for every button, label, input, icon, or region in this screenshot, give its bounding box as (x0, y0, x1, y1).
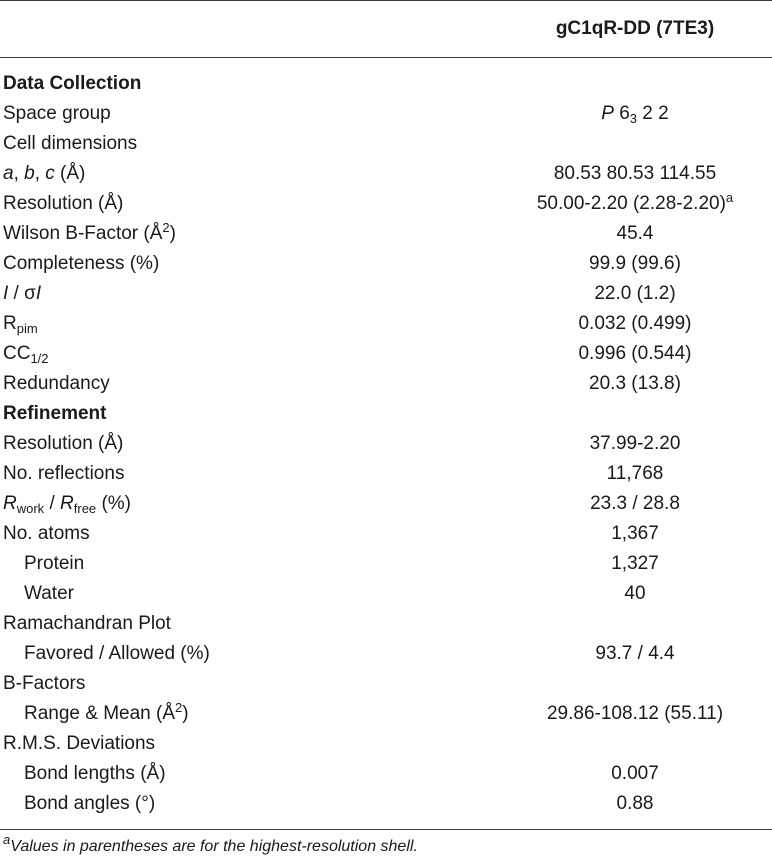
row-abc (0, 159, 772, 189)
row-cc-half (0, 339, 772, 369)
row-bond-lengths (0, 759, 772, 789)
row-label: B-Factors (3, 673, 86, 694)
row-label: No. reflections (3, 463, 125, 484)
row-label: R.M.S. Deviations (3, 733, 156, 754)
section-refinement (0, 399, 772, 429)
row-value: 11,768 (606, 463, 664, 484)
row-ref-resolution (0, 429, 772, 459)
row-bond-angles (0, 789, 772, 819)
row-label: $CC_{1/2}$ (3, 343, 49, 366)
row-label: Resolution (Å) (3, 193, 124, 214)
row-value: 93.7 / 4.4 (595, 643, 675, 664)
row-value: 0.996 (0.544) (578, 343, 692, 364)
row-space-group (0, 99, 772, 129)
row-value: 20.3 (13.8) (589, 373, 681, 394)
row-label: Favored / Allowed (%) (24, 643, 210, 664)
row-label: Range & Mean $(Å^2)$ (24, 700, 189, 724)
row-atoms (0, 519, 772, 549)
row-bfactors (0, 669, 772, 699)
row-value: 40 (624, 583, 646, 604)
row-value: 0.88 (616, 793, 654, 814)
row-cell-dimensions (0, 129, 772, 159)
row-ramachandran (0, 609, 772, 639)
row-range-mean (0, 699, 772, 729)
section-data-collection (0, 69, 772, 99)
row-label: Protein (24, 553, 85, 574)
row-favored-allowed (0, 639, 772, 669)
row-value: 80.53 80.53 114.55 (553, 163, 717, 184)
row-label: Wilson B-Factor $(Å^2)$ (3, 220, 176, 244)
row-label: Cell dimensions (3, 133, 138, 154)
row-rwork-rfree (0, 489, 772, 519)
row-value: 0.032 (0.499) (578, 313, 692, 334)
row-label: $R_{pim}$ (3, 313, 38, 336)
column-header: gC1qR-DD (7TE3) (555, 18, 715, 39)
row-i-sigma (0, 279, 772, 309)
row-label: Completeness (%) (3, 253, 160, 274)
row-value: 29.86-108.12 (55.11) (546, 703, 724, 724)
row-label: I / σI (3, 283, 42, 304)
row-label: Bond lengths (Å) (24, 763, 166, 784)
row-redundancy (0, 369, 772, 399)
row-label: Redundancy (3, 373, 110, 394)
row-value: 45.4 (616, 223, 654, 244)
row-value: 99.9 (99.6) (589, 253, 681, 274)
row-value: 1,327 (611, 553, 659, 574)
row-water (0, 579, 772, 609)
row-label: Space group (3, 103, 111, 124)
row-rpim (0, 309, 772, 339)
row-label: No. atoms (3, 523, 90, 544)
row-label: a, b, c (Å) (3, 163, 86, 184)
row-label: Bond angles (°) (24, 793, 156, 814)
row-value: 1,367 (611, 523, 659, 544)
row-protein (0, 549, 772, 579)
row-value: 23.3 / 28.8 (590, 493, 680, 514)
top-rule (0, 0, 772, 1)
table-footnote: $^a$Values in parentheses are for the highest-resolution shell. (3, 832, 418, 855)
row-value: 50.00-2.20 $(2.28-2.20)^a$ (536, 190, 734, 214)
row-value: 0.007 (611, 763, 659, 784)
row-reflections (0, 459, 772, 489)
row-value: 22.0 (1.2) (594, 283, 676, 304)
row-value: P $6_3$ 2 2 (601, 103, 669, 126)
row-label: Ramachandran Plot (3, 613, 171, 634)
row-value: 37.99-2.20 (589, 433, 681, 454)
row-completeness (0, 249, 772, 279)
bottom-rule (0, 829, 772, 830)
section-title: Refinement (3, 403, 107, 424)
row-resolution (0, 189, 772, 219)
row-rms (0, 729, 772, 759)
row-label: Water (24, 583, 74, 604)
section-title: Data Collection (3, 73, 142, 94)
row-label: Resolution (Å) (3, 433, 124, 454)
header-rule (0, 57, 772, 58)
row-label: $R_{work} / R_{free}$ (%) (3, 493, 131, 516)
row-wilson (0, 219, 772, 249)
